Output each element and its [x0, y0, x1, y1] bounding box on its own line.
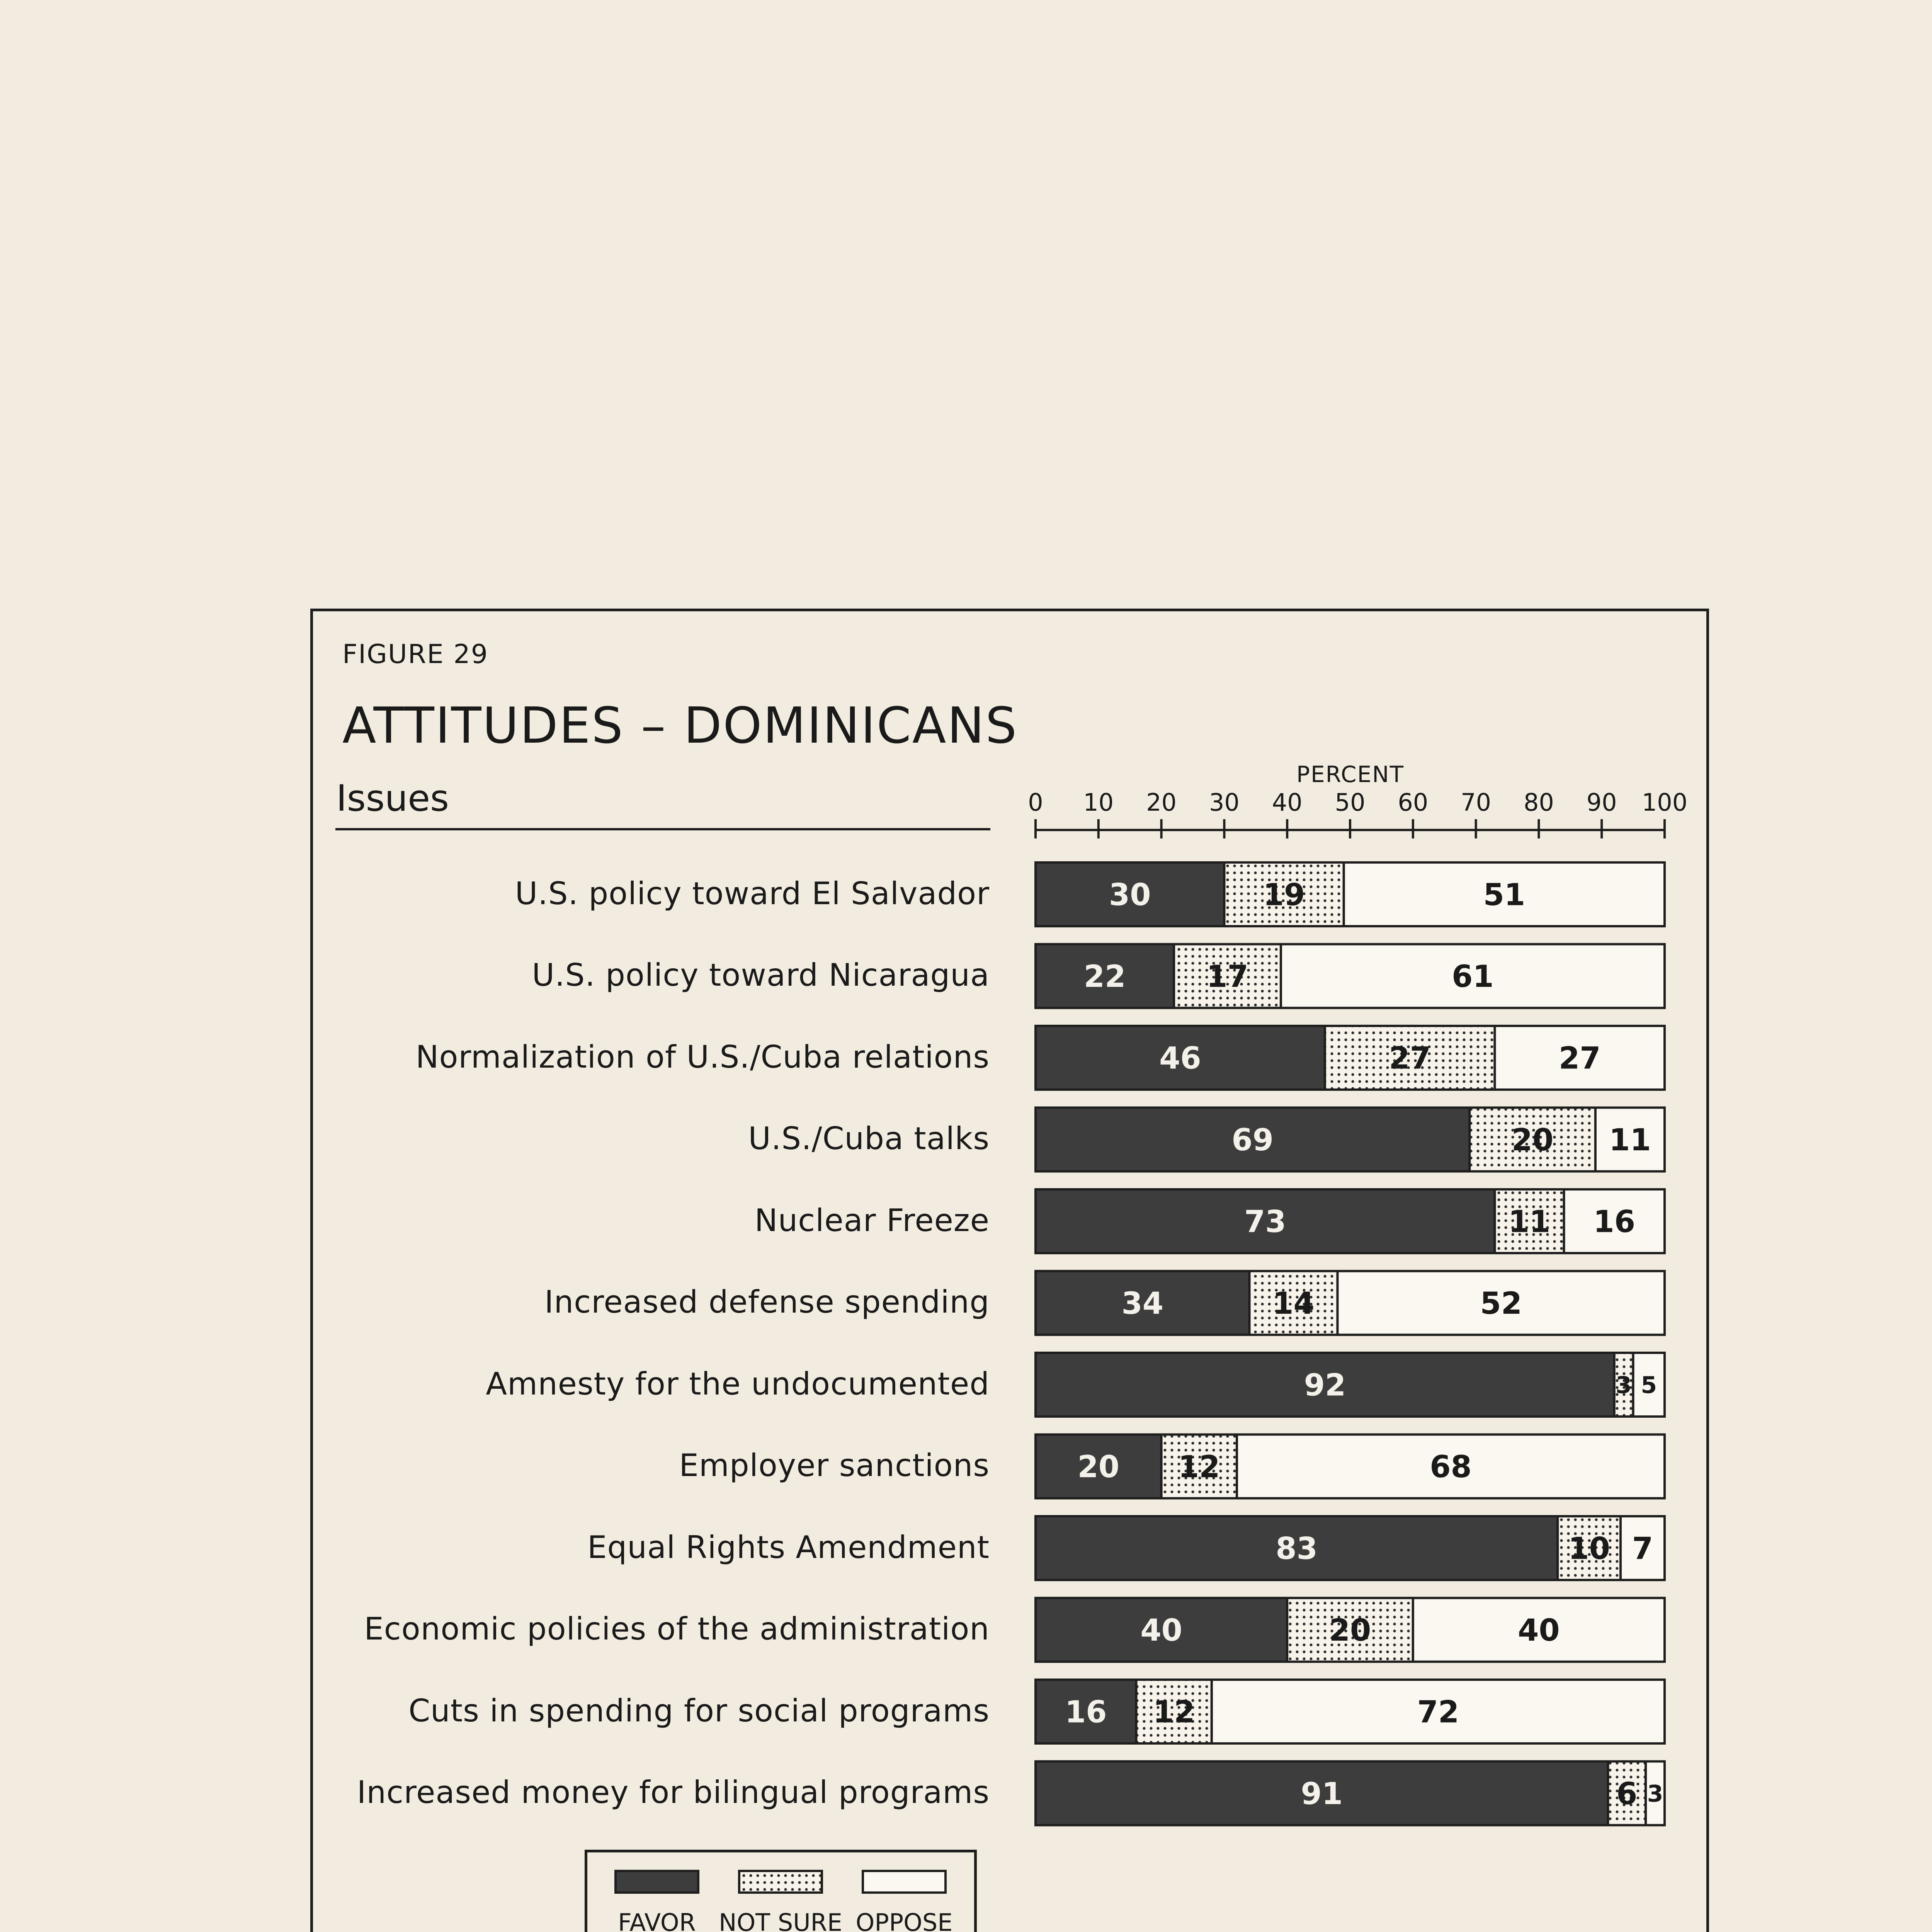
data-label-oppose: 52 [1480, 1286, 1522, 1321]
data-label-favor: 92 [1304, 1368, 1346, 1403]
data-label-not-sure: 10 [1568, 1531, 1610, 1566]
data-label-not-sure: 6 [1616, 1777, 1638, 1812]
issue-label: Increased money for bilingual programs [357, 1774, 990, 1810]
issues-header: Issues [336, 777, 449, 820]
data-label-not-sure: 3 [1616, 1372, 1632, 1399]
data-label-not-sure: 12 [1178, 1450, 1220, 1485]
data-label-oppose: 40 [1518, 1613, 1560, 1648]
legend-label-not-sure: NOT SURE [719, 1908, 842, 1932]
issue-label: Equal Rights Amendment [587, 1529, 990, 1565]
data-label-oppose: 72 [1417, 1695, 1459, 1730]
figure-label: FIGURE 29 [342, 639, 488, 670]
issue-label: Economic policies of the administration [364, 1611, 990, 1647]
x-tick-label: 80 [1523, 788, 1554, 816]
issue-label: Employer sanctions [679, 1447, 990, 1483]
data-label-oppose: 51 [1483, 878, 1526, 913]
issue-label: U.S. policy toward El Salvador [515, 875, 990, 912]
issue-label: Nuclear Freeze [754, 1202, 990, 1238]
data-label-oppose: 68 [1430, 1450, 1472, 1485]
data-label-favor: 73 [1244, 1204, 1286, 1240]
data-label-not-sure: 20 [1511, 1123, 1554, 1158]
x-axis-title: PERCENT [1296, 761, 1404, 787]
data-label-oppose: 7 [1632, 1531, 1653, 1566]
data-label-favor: 30 [1109, 878, 1151, 913]
data-label-oppose: 11 [1609, 1123, 1651, 1158]
legend [585, 1850, 977, 1932]
issue-label: U.S. policy toward Nicaragua [532, 957, 990, 993]
x-tick-label: 10 [1083, 788, 1114, 816]
data-label-not-sure: 27 [1389, 1041, 1431, 1076]
data-label-not-sure: 17 [1206, 959, 1248, 995]
issue-label: Normalization of U.S./Cuba relations [415, 1039, 990, 1075]
x-tick-label: 30 [1209, 788, 1240, 816]
issue-label: U.S./Cuba talks [748, 1121, 990, 1156]
data-label-favor: 40 [1140, 1613, 1182, 1648]
data-label-not-sure: 20 [1329, 1613, 1371, 1648]
data-label-not-sure: 12 [1153, 1695, 1195, 1730]
legend-label-oppose: OPPOSE [855, 1908, 953, 1932]
legend-swatch-oppose [862, 1870, 947, 1894]
bars [1036, 862, 1665, 1825]
data-label-not-sure: 14 [1272, 1286, 1315, 1321]
data-label-oppose: 5 [1641, 1372, 1657, 1399]
data-label-favor: 69 [1231, 1123, 1274, 1158]
data-label-favor: 91 [1301, 1777, 1343, 1812]
legend-item-not-sure [717, 1852, 844, 1932]
issue-label: Cuts in spending for social programs [408, 1692, 990, 1729]
legend-label-favor: FAVOR [618, 1908, 696, 1932]
data-label-favor: 46 [1159, 1041, 1201, 1076]
x-tick-label: 60 [1398, 788, 1429, 816]
x-tick-label: 100 [1641, 788, 1688, 816]
issue-label: Increased defense spending [544, 1284, 990, 1320]
legend-swatch-not-sure [738, 1870, 823, 1894]
data-label-oppose: 3 [1647, 1780, 1663, 1808]
issue-label: Amnesty for the undocumented [486, 1366, 990, 1402]
data-label-favor: 34 [1121, 1286, 1164, 1321]
data-label-favor: 16 [1065, 1695, 1107, 1730]
x-tick-label: 0 [1028, 788, 1043, 816]
x-tick-label: 70 [1461, 788, 1492, 816]
data-label-favor: 22 [1083, 959, 1126, 995]
data-label-favor: 83 [1276, 1531, 1318, 1566]
data-label-oppose: 61 [1452, 959, 1494, 995]
legend-swatch-favor [614, 1870, 699, 1894]
x-tick-label: 50 [1335, 788, 1366, 816]
figure-title: ATTITUDES – DOMINICANS [342, 697, 1018, 755]
x-axis [1028, 788, 1687, 838]
x-tick-label: 90 [1586, 788, 1617, 816]
data-label-favor: 20 [1077, 1450, 1120, 1485]
x-tick-label: 20 [1146, 788, 1177, 816]
data-label-not-sure: 11 [1508, 1204, 1551, 1240]
legend-item-oppose [840, 1852, 968, 1932]
data-label-oppose: 27 [1558, 1041, 1601, 1076]
legend-item-favor [593, 1852, 721, 1932]
data-label-not-sure: 19 [1263, 878, 1305, 913]
x-tick-label: 40 [1272, 788, 1303, 816]
data-label-oppose: 16 [1593, 1204, 1636, 1240]
